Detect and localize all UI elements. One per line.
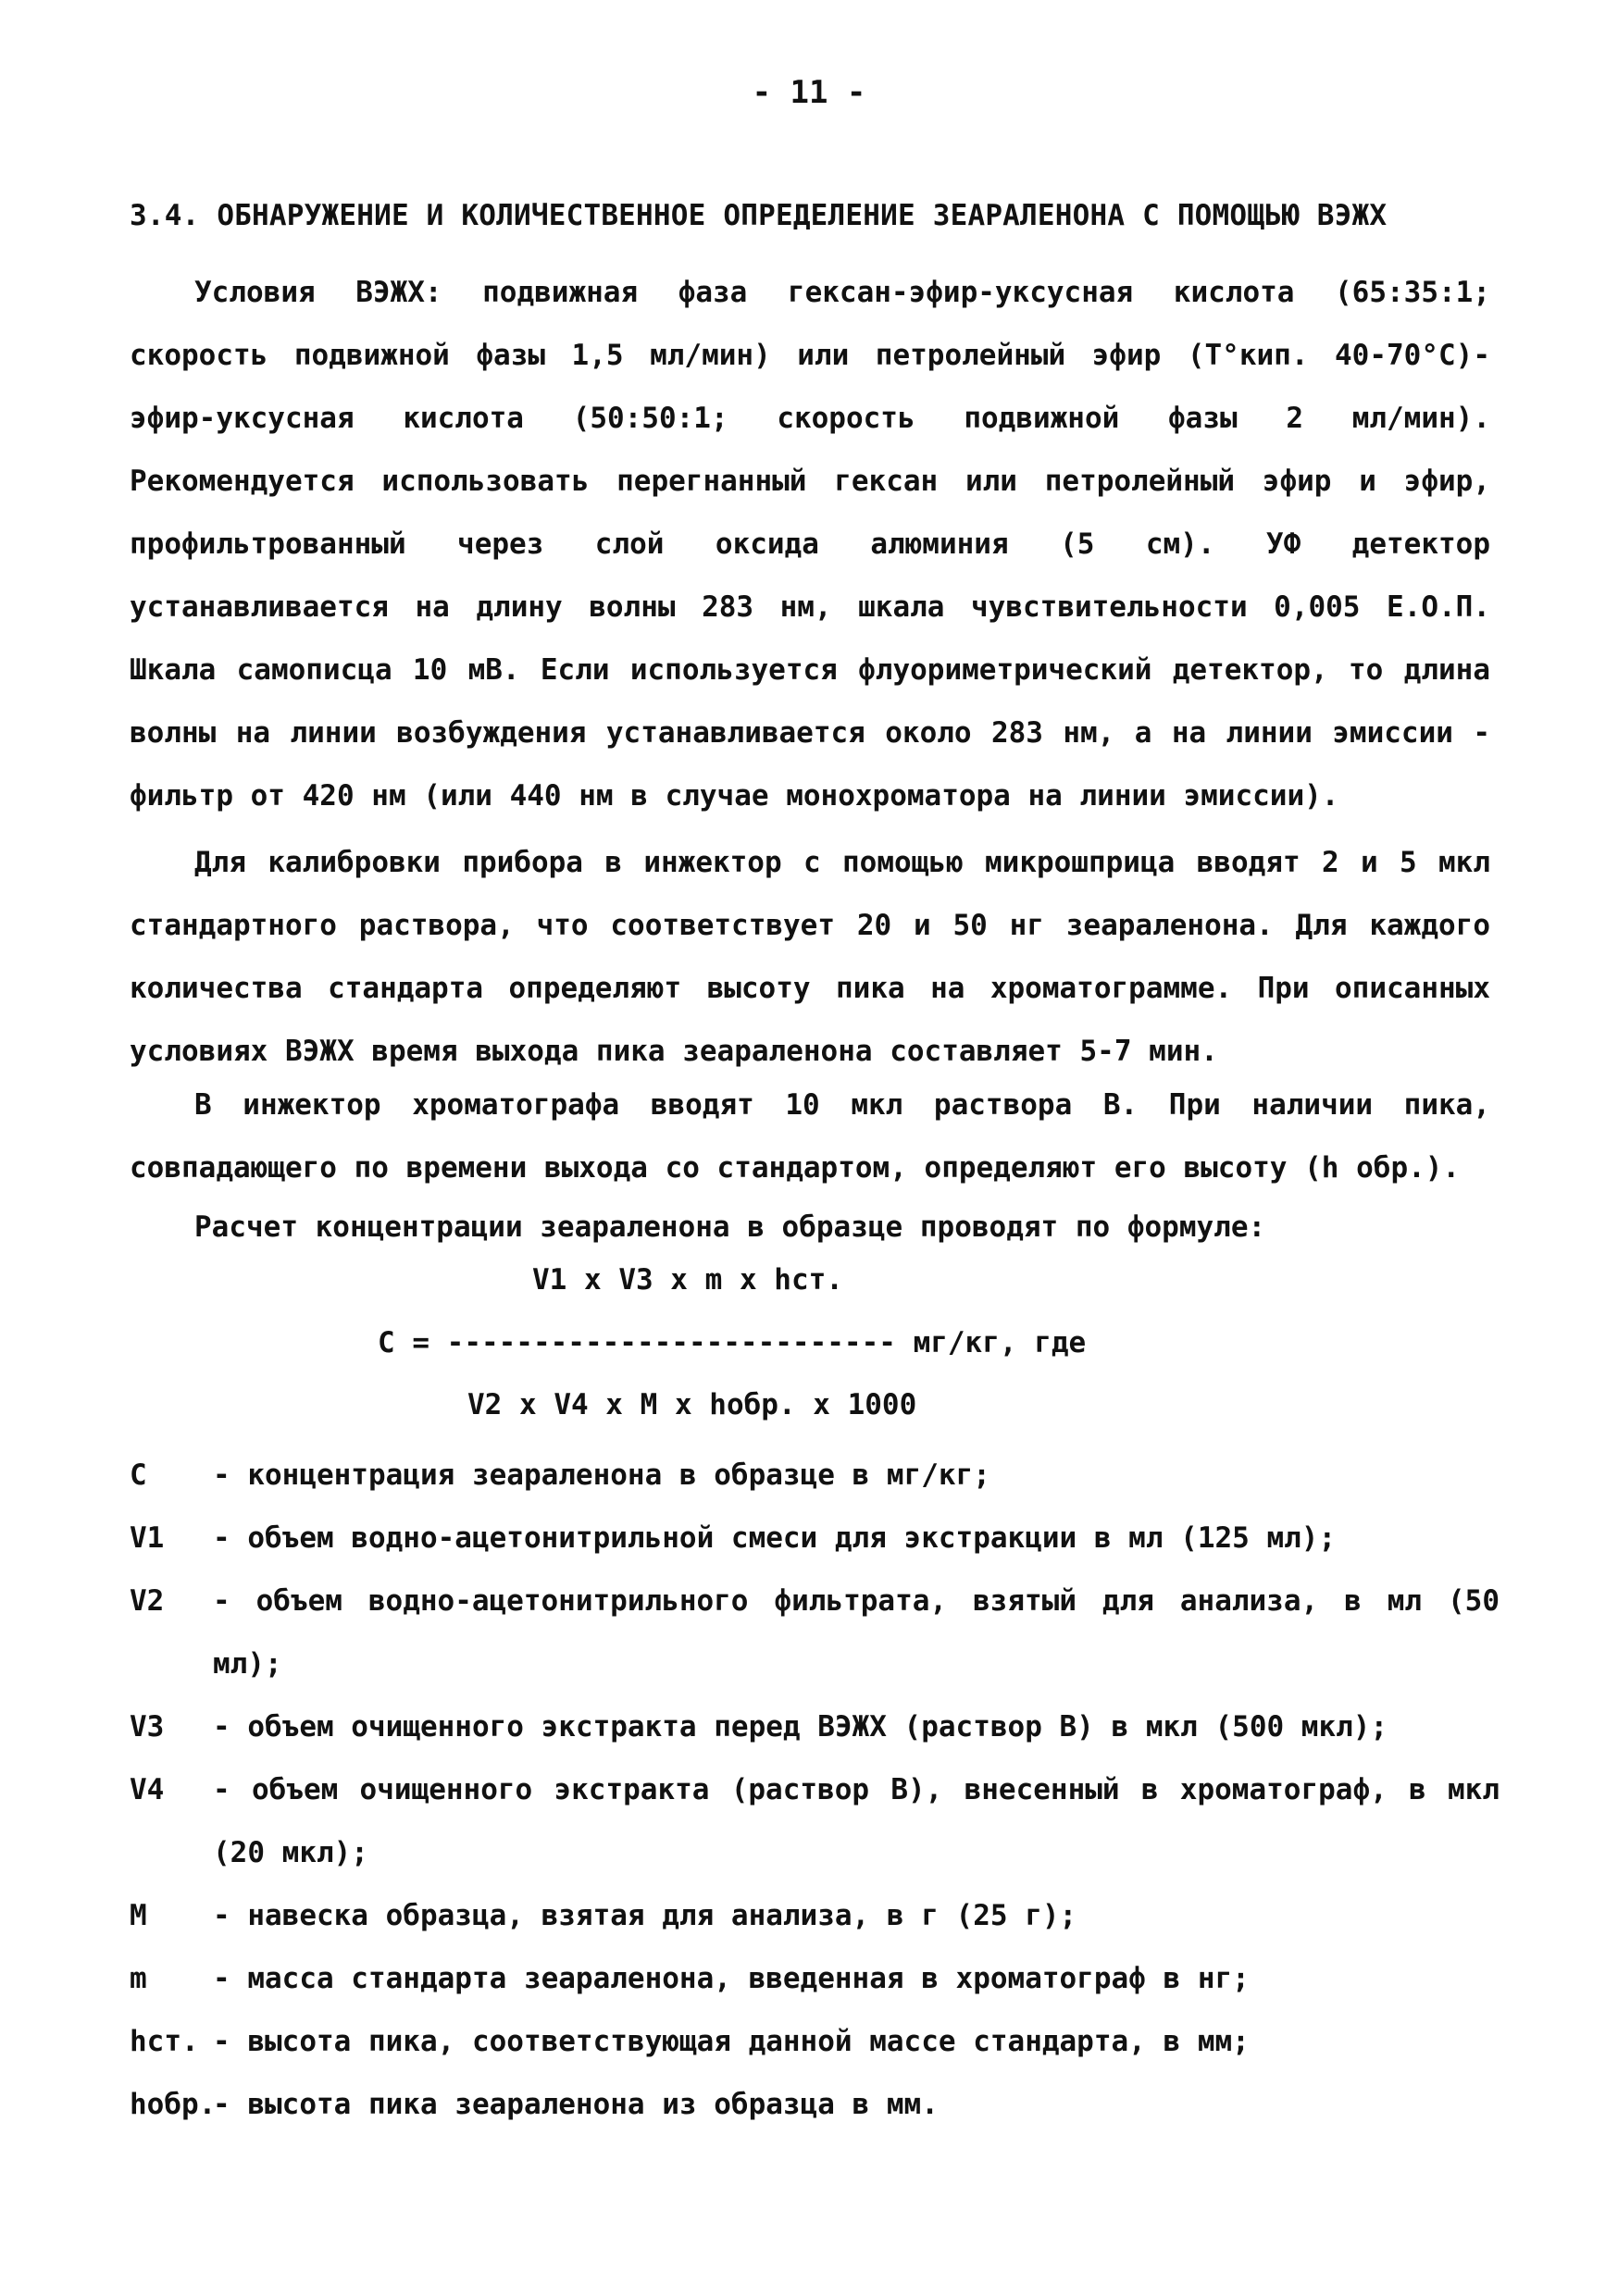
legend-row [130,1758,1500,1884]
legend-row [130,1947,1500,2010]
paragraph-text: В инжектор хроматографа вводят 10 мкл раствора В. При наличии пика, совпадающего по времени выхода со стандартом, определяют его высоту (h обр.). [130,1088,1490,1185]
legend-row [130,1695,1500,1758]
formula-numerator: V1 x V3 x m x hст. [532,1263,843,1297]
legend-symbol: hст. [130,2025,199,2058]
legend-description: - навеска образца, взятая для анализа, в г (25 г); [213,1899,1077,1932]
legend-description: - высота пика, соответствующая данной массе стандарта, в мм; [213,2025,1250,2058]
paragraph-calibration [130,831,1490,1083]
paragraph-injection [130,1074,1490,1199]
paragraph-calculation-intro [130,1196,1490,1259]
formula-fraction-line: С = -------------------------- мг/кг, где [378,1326,1087,1359]
legend-description: - объем водно-ацетонитрильной смеси для экстракции в мл (125 мл); [213,1521,1337,1555]
paragraph-hplc-conditions [130,261,1490,827]
legend-row [130,2010,1500,2073]
legend-symbol: V1 [130,1521,165,1555]
legend-description: - объем очищенного экстракта перед ВЭЖХ (раствор В) в мкл (500 мкл); [213,1710,1388,1744]
legend-description: - концентрация зеараленона в образце в мг/кг; [213,1458,990,1492]
paragraph-text: Расчет концентрации зеараленона в образце проводят по формуле: [194,1210,1266,1244]
legend-row [130,1570,1500,1695]
legend-row [130,1444,1500,1507]
legend-description: - масса стандарта зеараленона, введенная в хроматограф в нг; [213,1962,1250,1995]
formula-legend [130,1444,1500,2136]
legend-symbol: hобр. [130,2088,217,2121]
section-heading: 3.4. ОБНАРУЖЕНИЕ И КОЛИЧЕСТВЕННОЕ ОПРЕДЕЛЕНИЕ ЗЕАРАЛЕНОНА С ПОМОЩЬЮ ВЭЖХ [130,199,1388,232]
legend-row [130,1884,1500,1947]
legend-symbol: М [130,1899,147,1932]
legend-description: - объем очищенного экстракта (раствор В), внесенный в хроматограф, в мкл (20 мкл); [213,1773,1500,1869]
paragraph-text: Для калибровки прибора в инжектор с помощью микрошприца вводят 2 и 5 мкл стандартного раствора, что соответствует 20 и 50 нг зеараленона. Для каждого количества стандарта определяют высоту пика на хроматограмме. При описанных условиях ВЭЖХ время выхода пика зеараленона составляет 5-7 мин. [130,846,1490,1068]
formula-denominator: V2 x V4 x M x hобр. x 1000 [467,1388,917,1421]
paragraph-text: Условия ВЭЖХ: подвижная фаза гексан-эфир-уксусная кислота (65:35:1; скорость подвижной фазы 1,5 мл/мин) или петролейный эфир (Т°кип. 40-70°С)-эфир-уксусная кислота (50:50:1; скорость подвижной фазы 2 мл/мин). Рекомендуется использовать перегнанный гексан или петролейный эфир и эфир, профильтрованный через слой оксида алюминия (5 см). УФ детектор устанавливается на длину волны 283 нм, шкала чувствительности 0,005 Е.О.П. Шкала самописца 10 мВ. Если используется флуориметрический детектор, то длина волны на линии возбуждения устанавливается около 283 нм, а на линии эмиссии - фильтр от 420 нм (или 440 нм в случае монохроматора на линии эмиссии). [130,276,1490,813]
page-number: - 11 - [752,74,866,111]
legend-description: - объем водно-ацетонитрильного фильтрата, взятый для анализа, в мл (50 мл); [213,1584,1500,1681]
legend-row [130,2073,1500,2136]
legend-symbol: V3 [130,1710,165,1744]
legend-symbol: m [130,1962,147,1995]
legend-symbol: С [130,1458,147,1492]
legend-description: - высота пика зеараленона из образца в мм. [213,2088,939,2121]
legend-symbol: V2 [130,1584,165,1618]
legend-row [130,1507,1500,1570]
legend-symbol: V4 [130,1773,165,1806]
